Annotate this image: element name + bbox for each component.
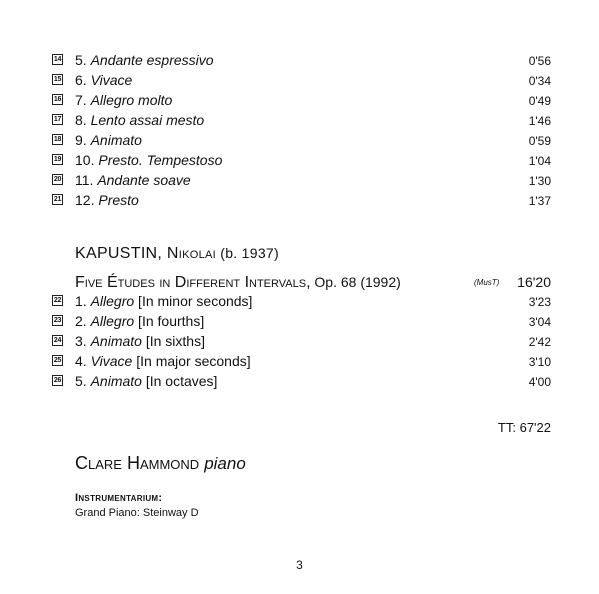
track-index: 2. [75, 313, 91, 329]
composer-first-name: Nikolai [162, 245, 217, 262]
track-title [75, 352, 251, 370]
work-title-text: Five Études in Different Intervals, [75, 274, 311, 291]
total-time: TT: 67'22 [497, 420, 551, 435]
track-duration: 2'42 [528, 335, 551, 349]
track-row [0, 71, 599, 91]
track-tempo: Allegro [90, 313, 135, 329]
track-index: 5. [75, 52, 91, 68]
track-title [75, 372, 217, 390]
track-row [0, 372, 599, 392]
track-number-box: 17 [53, 116, 62, 123]
track-row [0, 51, 599, 71]
track-tempo: Vivace [90, 72, 133, 88]
track-tempo: Allegro [90, 293, 135, 309]
page-number: 3 [296, 558, 303, 572]
track-index: 12. [75, 192, 99, 208]
track-number-box: 22 [53, 297, 62, 304]
track-row [0, 91, 599, 111]
track-index: 9. [75, 132, 91, 148]
track-number-box: 15 [53, 76, 62, 83]
composer-surname: KAPUSTIN, [75, 245, 163, 262]
track-number-box: 16 [53, 96, 62, 103]
track-duration: 1'30 [528, 174, 551, 188]
track-number-box: 18 [53, 136, 62, 143]
track-tempo: Andante soave [97, 172, 191, 188]
track-subtitle: [In octaves] [141, 373, 218, 389]
track-index: 3. [75, 333, 91, 349]
track-number-box: 24 [53, 337, 62, 344]
track-title [75, 91, 172, 109]
track-row [0, 151, 599, 171]
track-number-box: 25 [53, 357, 62, 364]
track-row [0, 352, 599, 372]
track-title [75, 51, 214, 69]
performer [75, 452, 246, 475]
work-publisher: (MusT) [474, 278, 500, 287]
track-index: 11. [75, 172, 98, 188]
work-duration: 16'20 [517, 274, 551, 290]
track-number-box: 26 [53, 377, 62, 384]
track-row [0, 312, 599, 332]
work-title [75, 272, 401, 293]
track-index: 4. [75, 353, 91, 369]
track-duration: 4'00 [528, 375, 551, 389]
track-row [0, 131, 599, 151]
track-subtitle: [In fourths] [134, 313, 205, 329]
track-number-box: 23 [53, 317, 62, 324]
track-number-box: 19 [53, 156, 62, 163]
instrumentarium-heading: Instrumentarium: [75, 492, 163, 504]
track-tempo: Allegro molto [90, 92, 173, 108]
track-tempo: Andante espressivo [90, 52, 214, 68]
track-duration: 3'10 [528, 355, 551, 369]
track-title [75, 191, 139, 209]
track-tempo: Lento assai mesto [90, 112, 205, 128]
track-index: 10. [75, 152, 99, 168]
track-row [0, 191, 599, 211]
performer-role: piano [204, 454, 246, 473]
track-index: 7. [75, 92, 91, 108]
track-tempo: Animato [90, 333, 142, 349]
track-duration: 0'56 [528, 54, 551, 68]
track-index: 8. [75, 112, 91, 128]
performer-name: Clare Hammond [75, 453, 200, 473]
track-duration: 1'04 [528, 154, 551, 168]
track-number-box: 20 [53, 176, 62, 183]
track-title [75, 71, 132, 89]
track-row [0, 292, 599, 312]
track-duration: 1'37 [528, 194, 551, 208]
track-subtitle: [In major seconds] [132, 353, 251, 369]
track-duration: 3'04 [528, 315, 551, 329]
track-tempo: Vivace [90, 353, 133, 369]
track-duration: 1'46 [528, 114, 551, 128]
track-index: 5. [75, 373, 91, 389]
track-duration: 3'23 [528, 295, 551, 309]
track-title [75, 151, 222, 169]
track-row [0, 111, 599, 131]
track-number-box: 21 [53, 196, 62, 203]
track-title [75, 312, 204, 330]
work-opus: Op. 68 (1992) [310, 274, 401, 290]
composer-dates: (b. 1937) [216, 245, 279, 261]
track-tempo: Animato [90, 373, 142, 389]
track-subtitle: [In sixths] [141, 333, 205, 349]
track-tempo: Presto [98, 192, 139, 208]
track-subtitle: [In minor seconds] [134, 293, 253, 309]
track-title [75, 171, 191, 189]
track-index: 6. [75, 72, 91, 88]
track-number-box: 14 [53, 56, 62, 63]
track-title [75, 292, 252, 310]
track-duration: 0'49 [528, 94, 551, 108]
track-row [0, 332, 599, 352]
track-row [0, 171, 599, 191]
track-title [75, 131, 142, 149]
instrumentarium-line: Grand Piano: Steinway D [75, 507, 199, 519]
track-index: 1. [75, 293, 91, 309]
track-title [75, 332, 205, 350]
track-title [75, 111, 204, 129]
track-tempo: Presto. Tempestoso [98, 152, 223, 168]
track-tempo: Animato [90, 132, 142, 148]
track-duration: 0'34 [528, 74, 551, 88]
composer-heading [75, 243, 279, 264]
track-duration: 0'59 [528, 134, 551, 148]
